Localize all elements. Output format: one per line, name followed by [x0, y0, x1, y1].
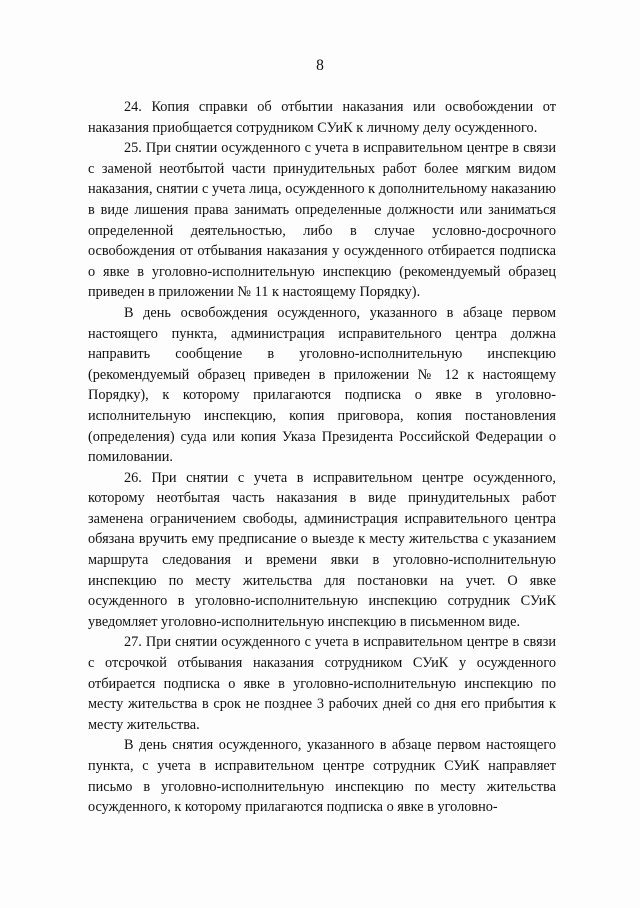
- paragraph-27: 27. При снятии осужденного с учета в исправительном центре в связи с отсрочкой отбывания наказания сотрудником СУиК у осужденного отбирается подписка о явке в уголовно-исполнительную инспекцию по месту жительства в срок не позднее 3 рабочих дней со дня его прибытия к месту жительства.: [88, 634, 556, 733]
- paragraph-26: 26. При снятии с учета в исправительном центре осужденного, которому неотбытая часть наказания в виде принудительных работ заменена ограничением свободы, администрация исправительного центра обязана вручить ему предписание о выезде к месту жительства с указанием маршрута следования и времени явки в уголовно-исполнительную инспекцию по месту жительства для постановки на учет. О явке осужденного в уголовно-исполнительную инспекцию сотрудник СУиК уведомляет уголовно-исполнительную инспекцию в письменном виде.: [88, 469, 556, 630]
- paragraph-25: 25. При снятии осужденного с учета в исправительном центре в связи с заменой неотбытой части принудительных работ более мягким видом наказания, снятии с учета лица, осужденного к дополнительному наказанию в виде лишения права занимать определенные должности или заниматься определенной деятельностью, либо в случае условно-досрочного освобождения от отбывания наказания у осужденного отбирается подписка о явке в уголовно-исполнительную инспекцию (рекомендуемый образец приведен в приложении № 11 к настоящему Порядку).: [88, 140, 556, 301]
- paragraph-27-removal-day: В день снятия осужденного, указанного в абзаце первом настоящего пункта, с учета в исправительном центре сотрудник СУиК направляет письмо в уголовно-исполнительную инспекцию по месту жительства осужденного, к которому прилагаются подписка о явке в уголовно-: [88, 737, 556, 816]
- document-body: [88, 97, 556, 818]
- paragraph-25-release-day: В день освобождения осужденного, указанного в абзаце первом настоящего пункта, администрация исправительного центра должна направить сообщение в уголовно-исполнительную инспекцию (рекомендуемый образец приведен в приложении № 12 к настоящему Порядку), к которому прилагаются подписка о явке в уголовно-исполнительную инспекцию, копия приговора, копия постановления (определения) суда или копия Указа Президента Российской Федерации о помиловании.: [88, 304, 556, 466]
- page-number: 8: [316, 57, 324, 74]
- paragraph-24: 24. Копия справки об отбытии наказания или освобождении от наказания приобщается сотрудником СУиК к личному делу осужденного.: [88, 99, 556, 136]
